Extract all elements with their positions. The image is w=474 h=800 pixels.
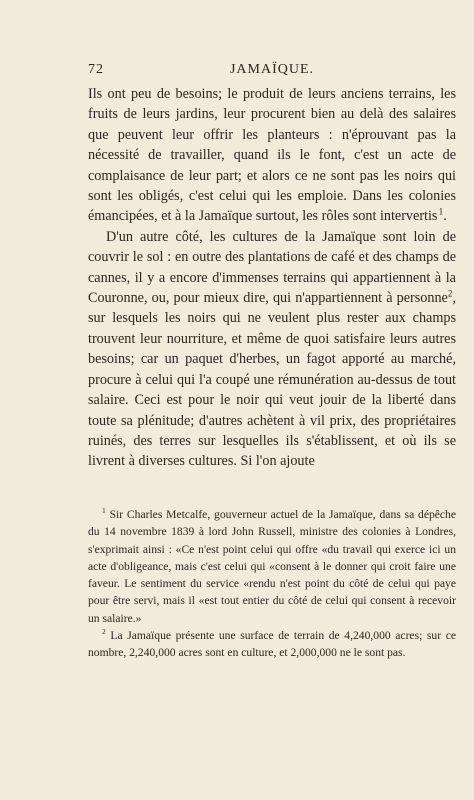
paragraph-2-text-b: , sur lesquels les noirs qui ne veulent plus rester aux champs trouvent leur nourriture, et même de quoi satisfaire leurs autres besoins; car un paquet d'herbes, un fagot apporté au marché, procure à celui qui l'a coupé une rémunération au-dessus de tout salaire. Ceci est pour le noir qui veut jouir de la liberté dans toute sa plénitude; d'autres achètent à vil prix, des propriétaires ruinés, des terres sur lesquelles ils s'établissent, et où ils se livrent à diverses cultures. Si l'on ajoute bbox=[88, 290, 456, 470]
running-title: JAMAÏQUE. bbox=[229, 62, 315, 77]
footnote-1 bbox=[88, 506, 456, 627]
page-header bbox=[88, 62, 456, 84]
footnote-2 bbox=[88, 627, 456, 662]
footnote-ref-2: 2 bbox=[447, 288, 453, 299]
footnote-2-mark: 2 bbox=[102, 627, 106, 637]
main-text bbox=[88, 84, 456, 472]
paragraph-1-text: Ils ont peu de besoins; le produit de leurs anciens terrains, les fruits de leurs jardins, leur procurent bien au delà des salaires que peuvent leur offrir les planteurs : n'éprouvant pas la nécessité de travailler, quand ils le font, c'est un acte de complaisance de leur part; et alors ce ne sont pas les noirs qui sont les obligés, c'est celui qui les emploie. Dans les colonies émancipées, et à la Jamaïque surtout, les rôles sont intervertis bbox=[88, 86, 456, 225]
footnote-1-text: Sir Charles Metcalfe, gouverneur actuel de la Jamaïque, dans sa dépêche du 14 novembre 1839 à lord John Russell, ministre des colonies à Londres, s'exprimait ainsi : «Ce n'est point celui qui offre «du travail qui exerce ici un acte d'obligeance, mais c'est celui qui «consent à le donner qui croit faire une faveur. Le sentiment du service «rendu n'est point du côté de celui qui paye pour être servi, mais il «est tout entier du côté de celui qui consent à recevoir un salaire.» bbox=[88, 508, 456, 625]
footnote-1-mark: 1 bbox=[102, 506, 106, 516]
paragraph-2 bbox=[88, 227, 456, 472]
paragraph-1: Ils ont peu de besoins; le produit de leurs anciens terrains, les fruits de leurs jardins, leur procurent bien au delà des salaires que peuvent leur offrir les planteurs : n'éprouvant pas la nécessité de travailler, quand ils le font, c'est un acte de complaisance de leur part; et alors ce ne sont pas les noirs qui sont les obligés, c'est celui qui les emploie. Dans les colonies émancipées, et à la Jamaïque surtout, les rôles sont intervertis $^1$. bbox=[88, 86, 456, 225]
footnotes bbox=[88, 506, 456, 662]
footnote-2-text: La Jamaïque présente une surface de terrain de 4,240,000 acres; sur ce nombre, 2,240,000 acres sont en culture, et 2,000,000 ne le sont pas. bbox=[88, 629, 456, 660]
page-number: 72 bbox=[88, 62, 104, 77]
paragraph-2-text-a: D'un autre côté, les cultures de la Jamaïque sont loin de couvrir le sol : en outre des plantations de café et des champs de cannes, il y a encore d'immenses terrains qui appartiennent à la Couronne, ou, pour mieux dire, qui n'appartiennent à personne bbox=[88, 228, 456, 307]
footnote-ref-1: 1 bbox=[438, 206, 444, 217]
